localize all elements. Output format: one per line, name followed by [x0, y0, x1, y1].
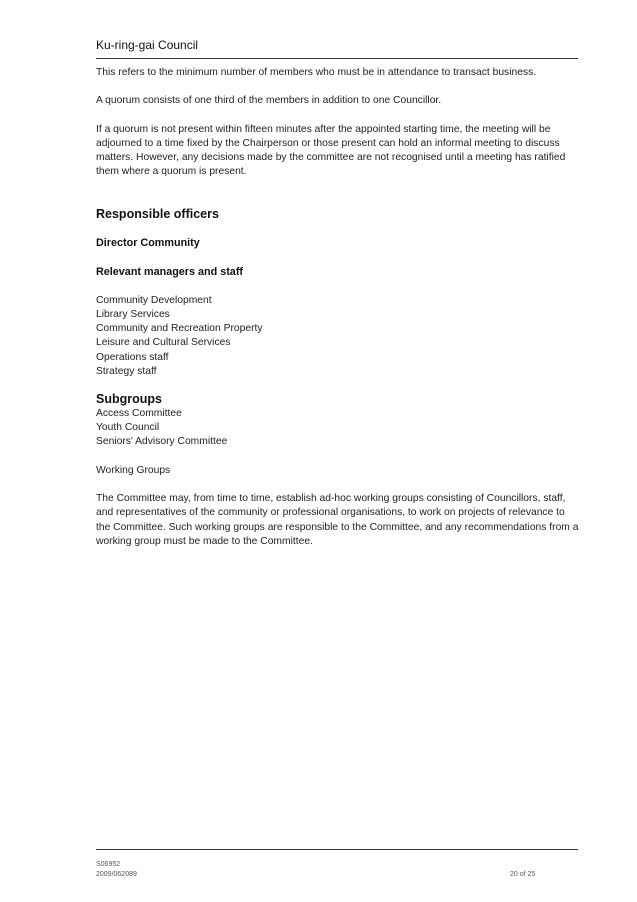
working-groups-paragraph: The Committee may, from time to time, establish ad-hoc working groups consisting of Councillors, staff, and representatives of the community or professional organisations, to work on projects of relevance to the Committee. Such working groups are responsible to the Committee, and any recommendations from a working group must be made to the Committee.	[96, 492, 579, 547]
director-heading: Director Community	[96, 236, 200, 249]
quorum-composition-paragraph: A quorum consists of one third of the members in addition to one Councillor.	[96, 95, 442, 107]
subgroups-heading: Subgroups	[96, 392, 162, 406]
subgroups-list	[96, 407, 580, 450]
list-item: Community Development	[96, 294, 212, 306]
list-item: Operations staff	[96, 351, 169, 363]
managers-list	[96, 294, 580, 379]
list-item: Youth Council	[96, 422, 160, 434]
page-content	[96, 66, 580, 549]
list-item: Seniors' Advisory Committee	[96, 436, 228, 448]
header-divider	[96, 58, 578, 59]
footer-doc-number: 2009/062089	[96, 871, 137, 878]
list-item: Library Services	[96, 308, 170, 320]
responsible-officers-heading: Responsible officers	[96, 206, 219, 221]
footer-ref-number: S06952	[96, 861, 121, 868]
list-item: Community and Recreation Property	[96, 323, 263, 335]
list-item: Strategy staff	[96, 365, 157, 377]
working-groups-label: Working Groups	[96, 464, 171, 476]
header-title: Ku-ring-gai Council	[96, 38, 199, 52]
managers-heading: Relevant managers and staff	[96, 265, 244, 278]
quorum-definition-paragraph: This refers to the minimum number of members who must be in attendance to transact business.	[96, 67, 537, 78]
footer-reference	[96, 860, 137, 880]
footer-divider	[96, 849, 578, 850]
page-number: 20 of 25	[510, 871, 536, 878]
list-item: Access Committee	[96, 408, 182, 419]
quorum-absence-paragraph: If a quorum is not present within fifteen minutes after the appointed starting time, the meeting will be adjourned to a time fixed by the Chairperson or those present can hold an informal meeting to discuss matters. However, any decisions made by the committee are not recognised until a meeting has ratified them where a quorum is present.	[96, 123, 566, 178]
list-item: Leisure and Cultural Services	[96, 337, 231, 349]
